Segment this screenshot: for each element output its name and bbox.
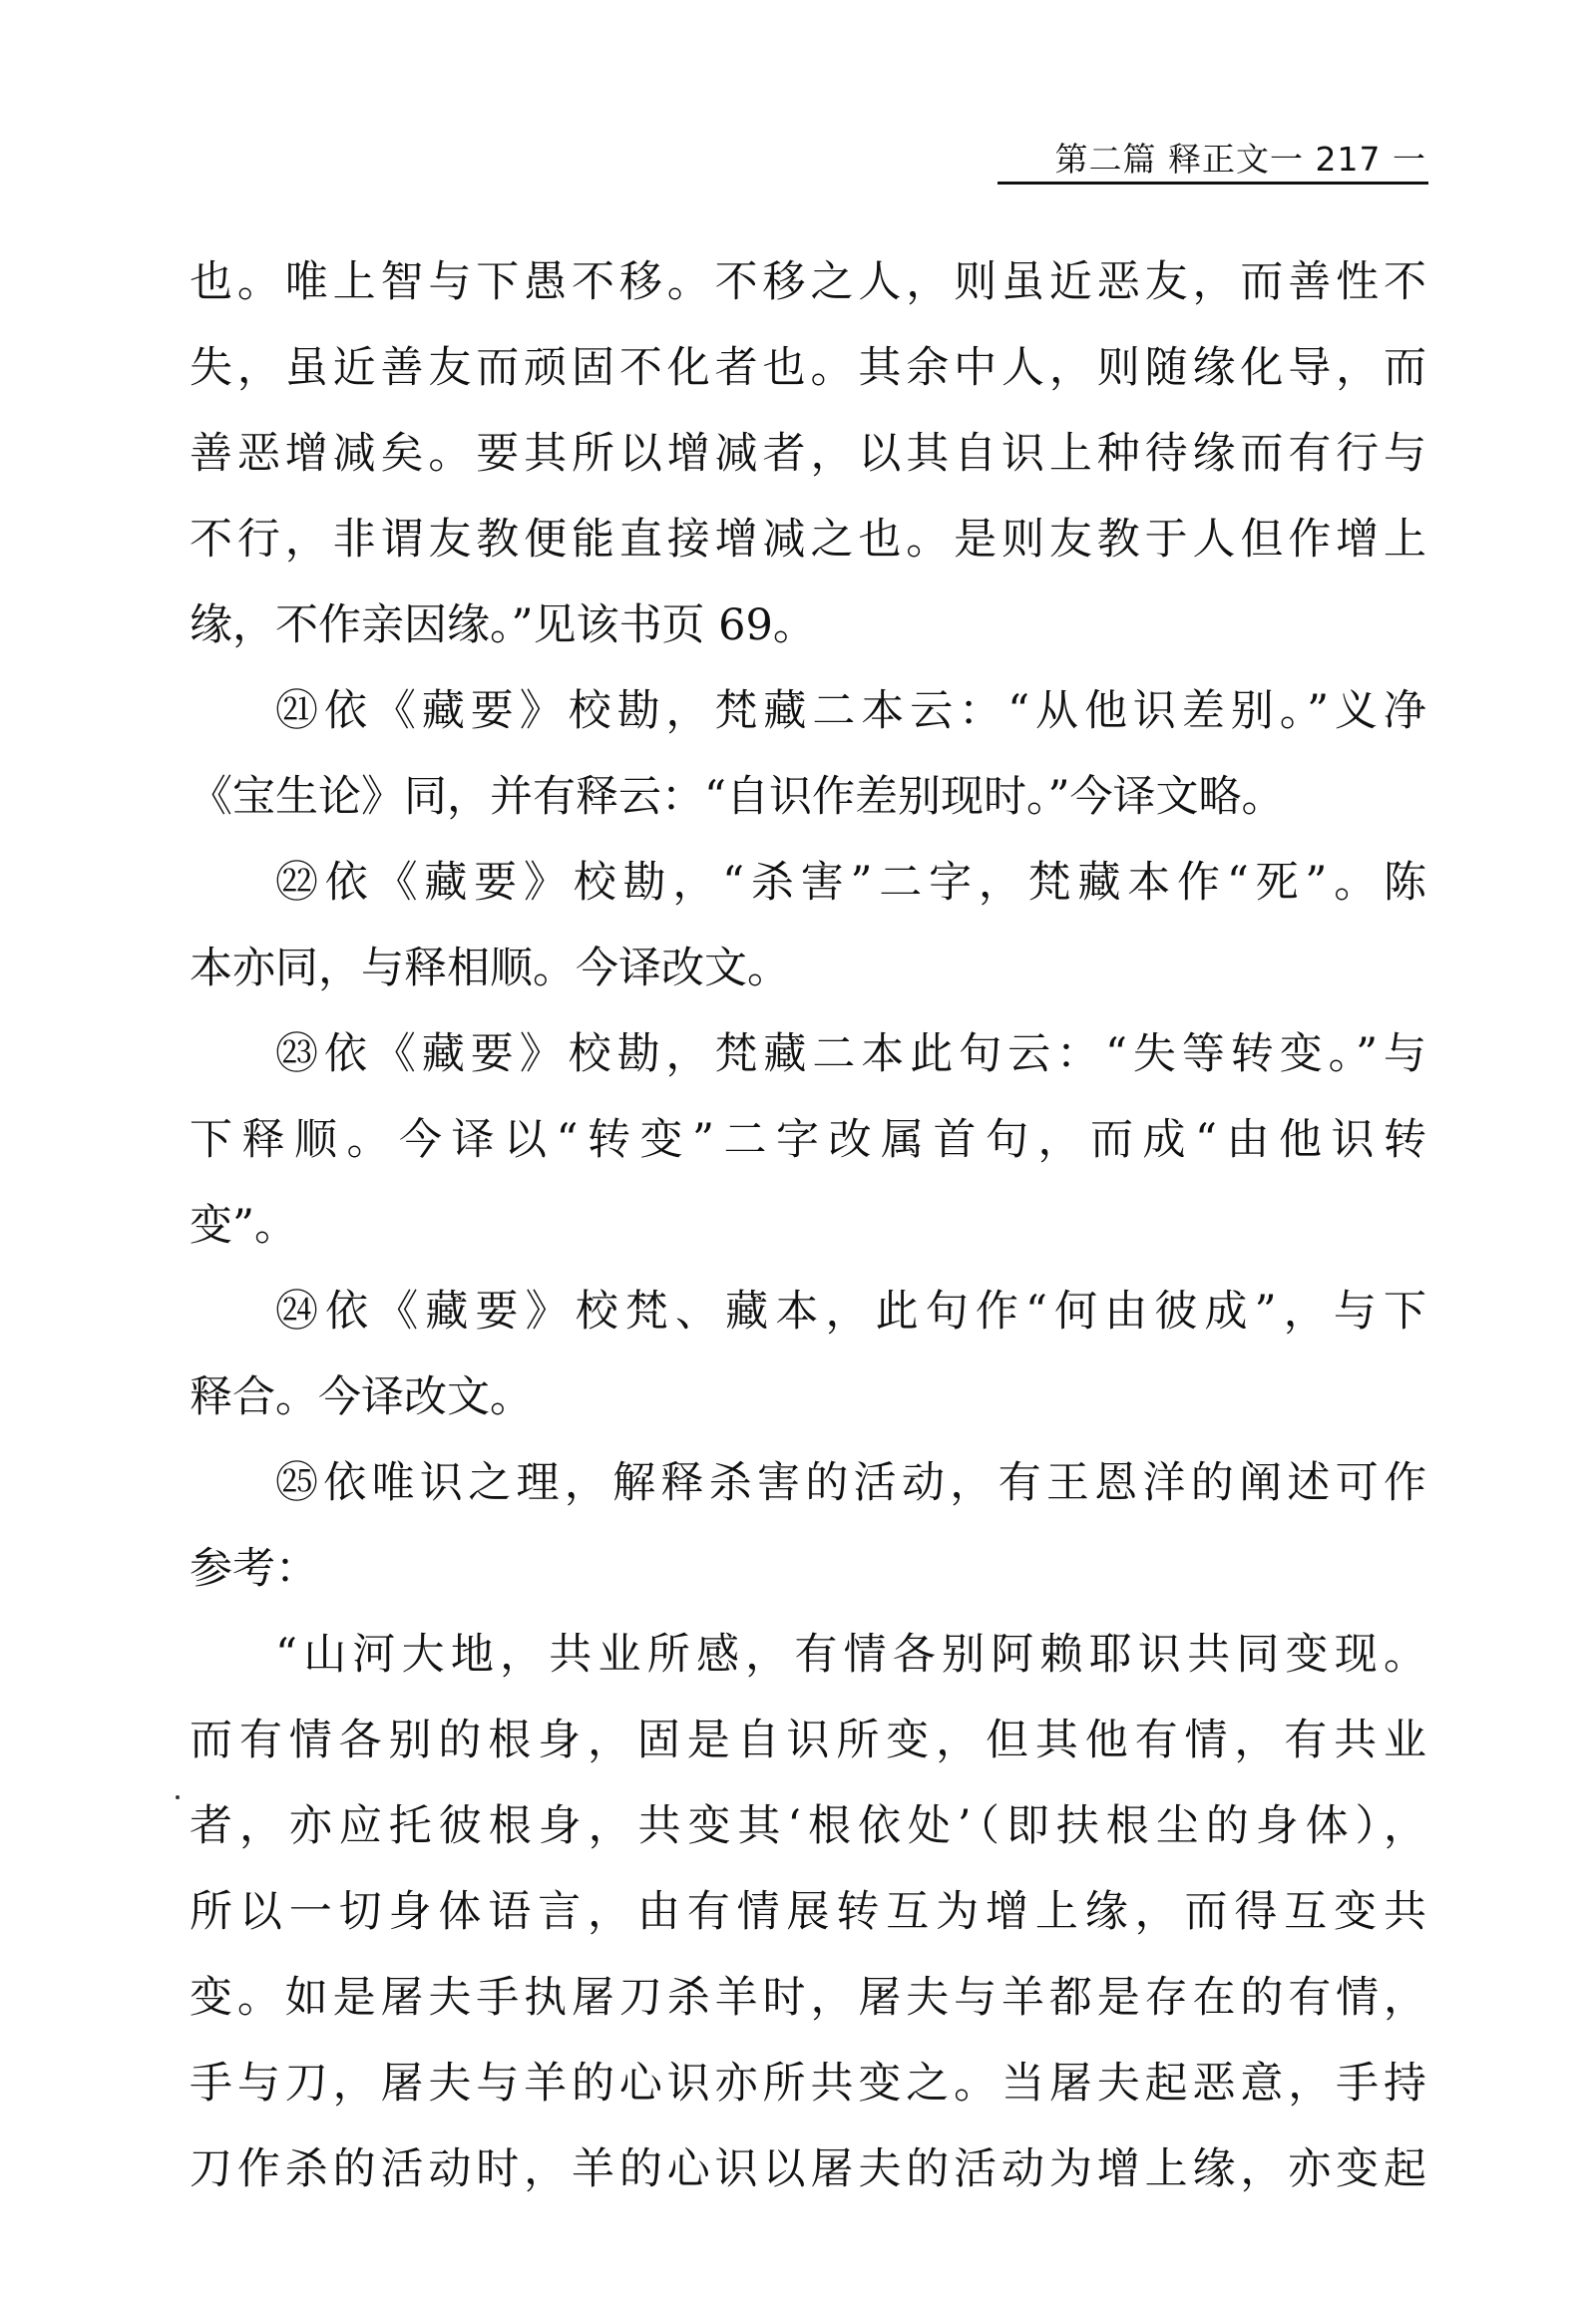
text-line: 变。如是屠夫手执屠刀杀羊时，屠夫与羊都是存在的有情， xyxy=(190,1973,1426,2023)
text-line: 刀作杀的活动时，羊的心识以屠夫的活动为增上缘，亦变起 xyxy=(190,2144,1426,2194)
text-line: 所以一切身体语言，由有情展转互为增上缘，而得互变共 xyxy=(190,1887,1426,1937)
header-rule xyxy=(998,182,1428,185)
text-line: ㉑依《藏要》校勘，梵藏二本云：“从他识差别。”义净 xyxy=(275,686,1426,736)
text-line: ㉓依《藏要》校勘，梵藏二本此句云：“失等转变。”与 xyxy=(275,1029,1426,1079)
text-line: 也。唯上智与下愚不移。不移之人，则虽近恶友，而善性不 xyxy=(190,257,1426,307)
text-line: 不行，非谓友教便能直接增减之也。是则友教于人但作增上 xyxy=(190,515,1426,565)
text-line: 失，虽近善友而顽固不化者也。其余中人，则随缘化导，而 xyxy=(190,343,1426,393)
text-line: 参考： xyxy=(190,1544,318,1594)
text-line: 而有情各别的根身，固是自识所变，但其他有情，有共业 xyxy=(190,1716,1426,1765)
text-line: 释合。今译改文。 xyxy=(190,1372,533,1422)
text-line: ㉕依唯识之理，解释杀害的活动，有王恩洋的阐述可作 xyxy=(275,1458,1426,1508)
body-text xyxy=(190,239,1426,2212)
text-line: 《宝生论》同，并有释云：“自识作差别现时。”今译文略。 xyxy=(190,772,1285,822)
text-line: ㉔依《藏要》校梵、藏本，此句作“何由彼成”，与下 xyxy=(275,1287,1426,1337)
text-line: 本亦同，与释相顺。今译改文。 xyxy=(190,944,790,993)
text-line: 下释顺。今译以“转变”二字改属首句，而成“由他识转 xyxy=(190,1115,1426,1165)
text-line: 者，亦应托彼根身，共变其‘根依处’（即扶根尘的身体）， xyxy=(190,1801,1426,1851)
text-line: 变”。 xyxy=(190,1201,297,1251)
text-line: 手与刀，屠夫与羊的心识亦所共变之。当屠夫起恶意，手持 xyxy=(190,2059,1426,2109)
text-line: ㉒依《藏要》校勘，“杀害”二字，梵藏本作“死”。陈 xyxy=(275,858,1426,908)
stray-ink-mark xyxy=(176,1795,180,1799)
text-line: “山河大地，共业所感，有情各别阿赖耶识共同变现。 xyxy=(275,1630,1426,1680)
text-line: 缘，不作亲因缘。”见该书页 69。 xyxy=(190,600,816,650)
running-head: 第二篇 释正文一 217 一 xyxy=(1054,140,1426,179)
text-line: 善恶增减矣。要其所以增减者，以其自识上种待缘而有行与 xyxy=(190,429,1426,479)
